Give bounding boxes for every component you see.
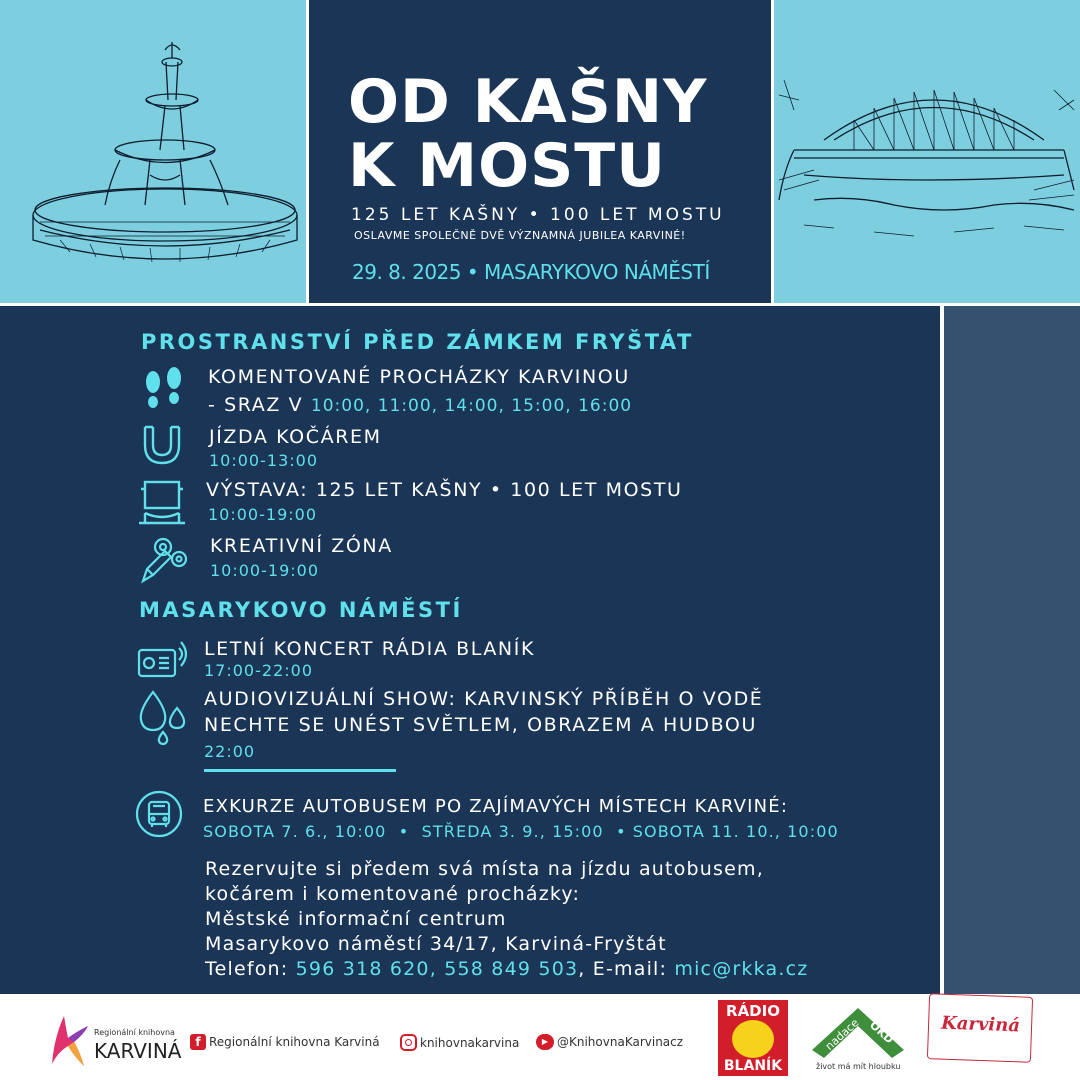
library-k-icon (44, 1012, 92, 1070)
library-logo (44, 1012, 184, 1070)
nadace-okd-logo (808, 1000, 908, 1076)
phone-numbers[interactable]: 596 318 620, 558 849 503 (295, 958, 579, 980)
okd-label: OKD (867, 1018, 896, 1047)
item-show-line2: NECHTE SE UNÉST SVĚTLEM, OBRAZEM A HUDBOU (204, 714, 757, 736)
side-panel (944, 306, 1080, 994)
radio-blanik-logo (718, 1000, 788, 1076)
creative-icon (139, 535, 191, 585)
item-concert: LETNÍ KONCERT RÁDIA BLANÍK (204, 638, 536, 660)
nadace-roof-icon (808, 1000, 908, 1060)
bus-tour-label: EXKURZE AUTOBUSEM PO ZAJÍMAVÝCH MÍSTECH KARVINÉ: (203, 796, 789, 817)
subtitle: 125 LET KAŠNY • 100 LET MOSTU (351, 205, 725, 225)
concert-time: 17:00-22:00 (204, 661, 313, 680)
section-heading-zamek: PROSTRANSTVÍ PŘED ZÁMKEM FRYŠTÁT (141, 330, 694, 354)
title-line-1: OD KAŠNY (348, 67, 708, 137)
instagram-label: knihovnakarvina (420, 1035, 520, 1050)
radio-logo-sun-icon (732, 1020, 774, 1058)
bridge-illustration (774, 0, 1080, 303)
karvina-city-logo (927, 993, 1033, 1063)
fountain-panel (0, 0, 306, 303)
exhibition-time: 10:00-19:00 (208, 505, 317, 524)
youtube-link[interactable] (536, 1034, 683, 1050)
phone-label: Telefon: (205, 958, 296, 980)
instagram-icon (400, 1034, 417, 1051)
radio-icon (137, 638, 189, 680)
contact-line (205, 958, 808, 980)
exhibition-icon (137, 479, 187, 525)
email-link[interactable]: mic@rkka.cz (674, 958, 809, 980)
section-heading-namesti: MASARYKOVO NÁMĚSTÍ (139, 598, 463, 622)
event-date-place (352, 260, 710, 284)
reservation-line-1: Rezervujte si předem svá místa na jízdu autobusem, (205, 858, 764, 880)
bus-tour-dates: SOBOTA 7. 6., 10:00 • STŘEDA 3. 9., 15:00 • SOBOTA 11. 10., 10:00 (203, 822, 839, 841)
walks-times: 10:00, 11:00, 14:00, 15:00, 16:00 (310, 396, 633, 416)
creative-time: 10:00-19:00 (210, 561, 319, 580)
bus-icon (135, 790, 183, 838)
youtube-label: @KnihovnaKarvinacz (557, 1035, 684, 1049)
facebook-link[interactable] (190, 1034, 380, 1050)
event-date: 29. 8. 2025 (352, 260, 462, 284)
facebook-label: Regionální knihovna Karviná (209, 1035, 380, 1049)
nadace-label: nadace (822, 1016, 862, 1053)
item-walks-meet (208, 394, 632, 416)
bridge-panel (774, 0, 1080, 303)
event-place: MASARYKOVO NÁMĚSTÍ (484, 260, 710, 284)
date-bullet: • (466, 260, 479, 284)
title-line-2: K MOSTU (348, 131, 666, 201)
info-centre-name: Městské informační centrum (205, 908, 507, 930)
instagram-link[interactable] (400, 1034, 519, 1051)
fountain-illustration (0, 0, 306, 303)
footprints-icon (139, 366, 189, 416)
karvina-logo-text: Karviná (940, 1012, 1021, 1037)
section-divider (204, 769, 396, 772)
item-show: AUDIOVIZUÁLNÍ SHOW: KARVINSKÝ PŘÍBĚH O VODĚ (204, 688, 764, 710)
radio-logo-top: RÁDIO (726, 1002, 780, 1020)
nadace-slogan: život má mít hloubku (816, 1062, 901, 1071)
radio-logo-bottom: BLANÍK (723, 1058, 783, 1074)
youtube-icon: ▶ (536, 1034, 554, 1050)
info-centre-address: Masarykovo náměstí 34/17, Karviná-Fryštát (205, 933, 667, 955)
item-creative: KREATIVNÍ ZÓNA (210, 535, 393, 557)
carriage-time: 10:00-13:00 (209, 451, 318, 470)
facebook-icon: f (190, 1034, 206, 1050)
item-walks: KOMENTOVANÉ PROCHÁZKY KARVINOU (208, 366, 630, 388)
water-drops-icon (137, 690, 187, 746)
email-label: , E-mail: (578, 958, 675, 980)
item-carriage: JÍZDA KOČÁREM (209, 426, 382, 448)
library-big-name: KARVINÁ (94, 1039, 182, 1063)
walks-prefix: - SRAZ V (208, 394, 311, 416)
horseshoe-icon (139, 423, 185, 467)
show-time: 22:00 (204, 742, 256, 761)
library-small-name: Regionální knihovna (94, 1028, 175, 1037)
item-exhibition: VÝSTAVA: 125 LET KAŠNY • 100 LET MOSTU (206, 479, 683, 501)
tagline: OSLAVME SPOLEČNĚ DVĚ VÝZNAMNÁ JUBILEA KARVINÉ! (354, 229, 686, 242)
reservation-line-2: kočárem i komentované procházky: (205, 883, 581, 905)
